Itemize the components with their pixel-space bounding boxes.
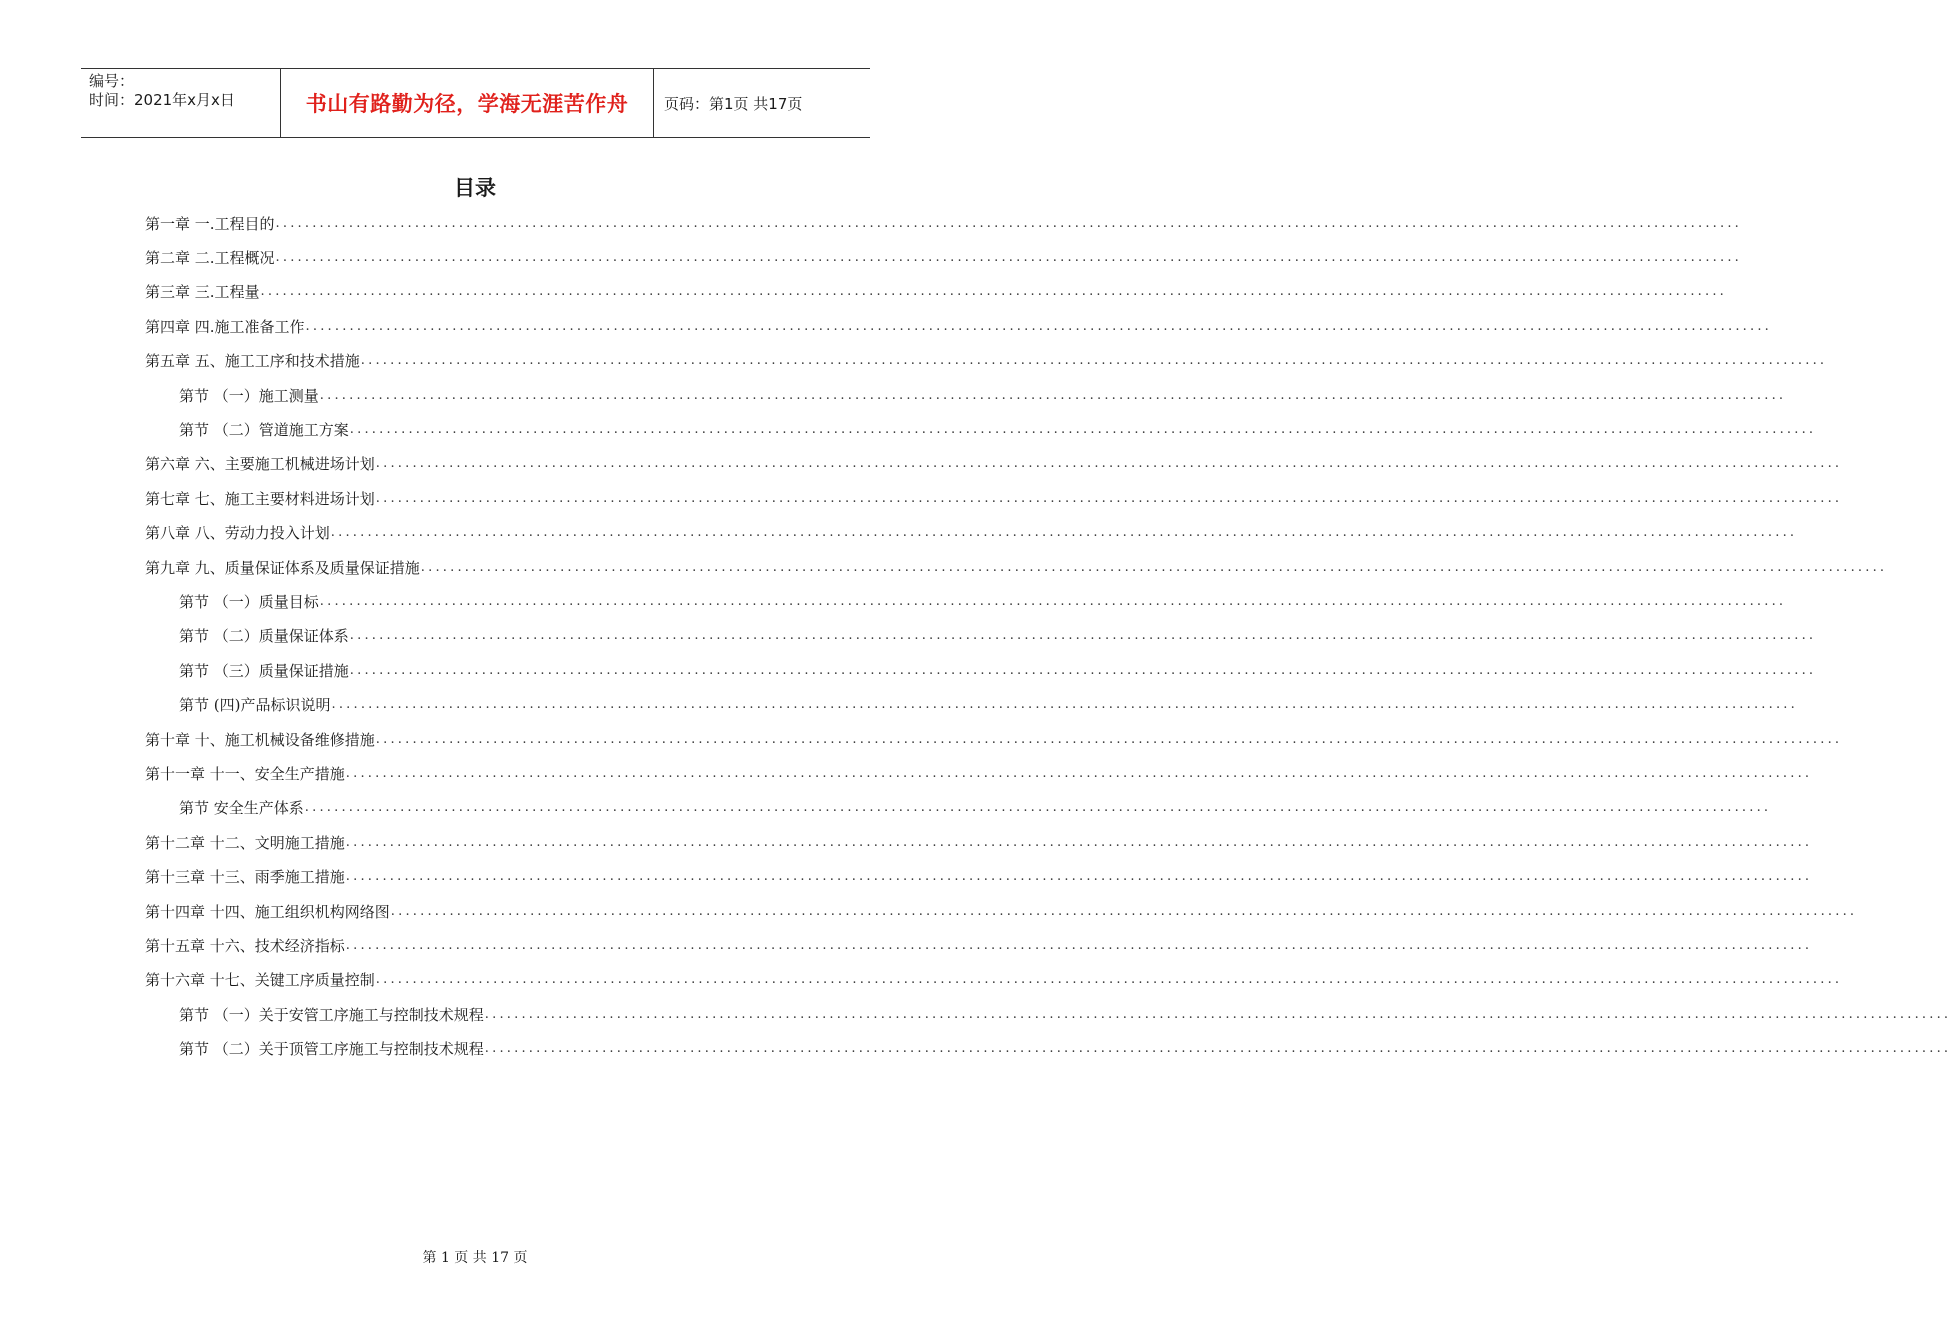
table-of-contents <box>145 206 1951 1066</box>
toc-entry-label: 第十一章 十一、安全生产措施 <box>145 764 345 783</box>
toc-entry[interactable] <box>145 240 1743 274</box>
toc-dot-leader: ........................................................................................................................................................................................................ <box>420 559 1888 575</box>
toc-entry[interactable] <box>145 997 1951 1031</box>
toc-entry[interactable] <box>145 516 1798 550</box>
toc-dot-leader: ........................................................................................................................................................................................................ <box>349 422 1817 438</box>
toc-dot-leader: ........................................................................................................................................................................................................ <box>275 250 1743 266</box>
toc-entry[interactable] <box>145 344 1828 378</box>
toc-dot-leader: ........................................................................................................................................................................................................ <box>319 387 1787 403</box>
time-label: 时间：2021年x月x日 <box>89 91 235 109</box>
toc-entry-label: 第六章 六、主要施工机械进场计划 <box>145 455 375 474</box>
toc-entry[interactable] <box>145 653 1817 687</box>
toc-dot-leader: ........................................................................................................................................................................................................ <box>375 490 1843 506</box>
toc-entry-label: 第节 (四)产品标识说明 <box>179 696 331 715</box>
toc-entry[interactable] <box>145 687 1798 721</box>
toc-entry-label: 第节 （一）施工测量 <box>179 386 319 405</box>
toc-entry-label: 第节 （二）质量保证体系 <box>179 627 349 646</box>
toc-entry-label: 第节 （二）关于顶管工序施工与控制技术规程 <box>179 1040 484 1059</box>
toc-entry-label: 第十三章 十三、雨季施工措施 <box>145 868 345 887</box>
toc-entry-label: 第五章 五、施工工序和技术措施 <box>145 352 360 371</box>
toc-title: 目录 <box>454 176 496 200</box>
toc-dot-leader: ........................................................................................................................................................................................................ <box>331 697 1798 713</box>
toc-entry[interactable] <box>145 928 1813 962</box>
toc-dot-leader: ........................................................................................................................................................................................................ <box>375 972 1843 988</box>
toc-entry-label: 第三章 三.工程量 <box>145 283 260 302</box>
toc-dot-leader: ........................................................................................................................................................................................................ <box>375 456 1843 472</box>
header-motto: 书山有路勤为径，学海无涯苦作舟 <box>281 69 654 137</box>
toc-entry-label: 第十五章 十六、技术经济指标 <box>145 936 345 955</box>
toc-dot-leader: ........................................................................................................................................................................................................ <box>375 731 1843 747</box>
toc-entry-label: 第一章 一.工程目的 <box>145 214 275 233</box>
toc-dot-leader: ........................................................................................................................................................................................................ <box>305 318 1773 334</box>
toc-entry[interactable] <box>145 550 1888 584</box>
toc-entry[interactable] <box>145 963 1843 997</box>
document-header <box>81 68 870 138</box>
toc-entry[interactable] <box>145 722 1843 756</box>
toc-dot-leader: ........................................................................................................................................................................................................ <box>345 937 1813 953</box>
header-page-info: 页码：第1页 共17页 <box>664 94 803 113</box>
toc-entry-label: 第节 （一）质量目标 <box>179 592 319 611</box>
toc-entry[interactable] <box>145 206 1743 240</box>
toc-entry[interactable] <box>145 825 1813 859</box>
toc-dot-leader: ........................................................................................................................................................................................................ <box>349 628 1817 644</box>
toc-entry[interactable] <box>145 756 1813 790</box>
toc-entry[interactable] <box>145 791 1772 825</box>
toc-dot-leader: ........................................................................................................................................................................................................ <box>345 869 1813 885</box>
toc-entry-label: 第十四章 十四、施工组织机构网络图 <box>145 902 390 921</box>
toc-dot-leader: ........................................................................................................................................................................................................ <box>484 1041 1951 1057</box>
toc-entry[interactable] <box>145 584 1787 618</box>
toc-dot-leader: ........................................................................................................................................................................................................ <box>330 525 1798 541</box>
toc-entry[interactable] <box>145 1031 1951 1065</box>
toc-entry-label: 第七章 七、施工主要材料进场计划 <box>145 489 375 508</box>
toc-entry[interactable] <box>145 894 1858 928</box>
toc-dot-leader: ........................................................................................................................................................................................................ <box>275 215 1743 231</box>
toc-entry[interactable] <box>145 412 1817 446</box>
toc-dot-leader: ........................................................................................................................................................................................................ <box>390 903 1858 919</box>
number-label: 编号： <box>89 72 135 90</box>
toc-entry-label: 第八章 八、劳动力投入计划 <box>145 524 330 543</box>
toc-entry[interactable] <box>145 447 1843 481</box>
toc-entry[interactable] <box>145 275 1728 309</box>
toc-dot-leader: ........................................................................................................................................................................................................ <box>349 662 1817 678</box>
toc-entry[interactable] <box>145 619 1817 653</box>
toc-entry-label: 第四章 四.施工准备工作 <box>145 317 305 336</box>
toc-dot-leader: ........................................................................................................................................................................................................ <box>484 1006 1951 1022</box>
toc-entry-label: 第九章 九、质量保证体系及质量保证措施 <box>145 558 420 577</box>
header-meta <box>81 69 281 137</box>
toc-entry-label: 第十六章 十七、关键工序质量控制 <box>145 971 375 990</box>
toc-entry-label: 第十二章 十二、文明施工措施 <box>145 833 345 852</box>
toc-entry-label: 第节 （二）管道施工方案 <box>179 421 349 440</box>
toc-dot-leader: ........................................................................................................................................................................................................ <box>260 284 1728 300</box>
toc-dot-leader: ........................................................................................................................................................................................................ <box>304 800 1772 816</box>
toc-dot-leader: ........................................................................................................................................................................................................ <box>345 834 1813 850</box>
toc-dot-leader: ........................................................................................................................................................................................................ <box>319 593 1787 609</box>
toc-entry-label: 第节 （一）关于安管工序施工与控制技术规程 <box>179 1005 484 1024</box>
toc-entry[interactable] <box>145 481 1843 515</box>
toc-entry-label: 第节 （三）质量保证措施 <box>179 661 349 680</box>
toc-entry[interactable] <box>145 378 1787 412</box>
toc-dot-leader: ........................................................................................................................................................................................................ <box>345 765 1813 781</box>
toc-entry-label: 第十章 十、施工机械设备维修措施 <box>145 730 375 749</box>
toc-entry[interactable] <box>145 859 1813 893</box>
toc-entry-label: 第二章 二.工程概况 <box>145 249 275 268</box>
toc-entry[interactable] <box>145 309 1773 343</box>
toc-entry-label: 第节 安全生产体系 <box>179 799 304 818</box>
toc-dot-leader: ........................................................................................................................................................................................................ <box>360 353 1828 369</box>
page-footer: 第 1 页 共 17 页 <box>422 1250 528 1266</box>
